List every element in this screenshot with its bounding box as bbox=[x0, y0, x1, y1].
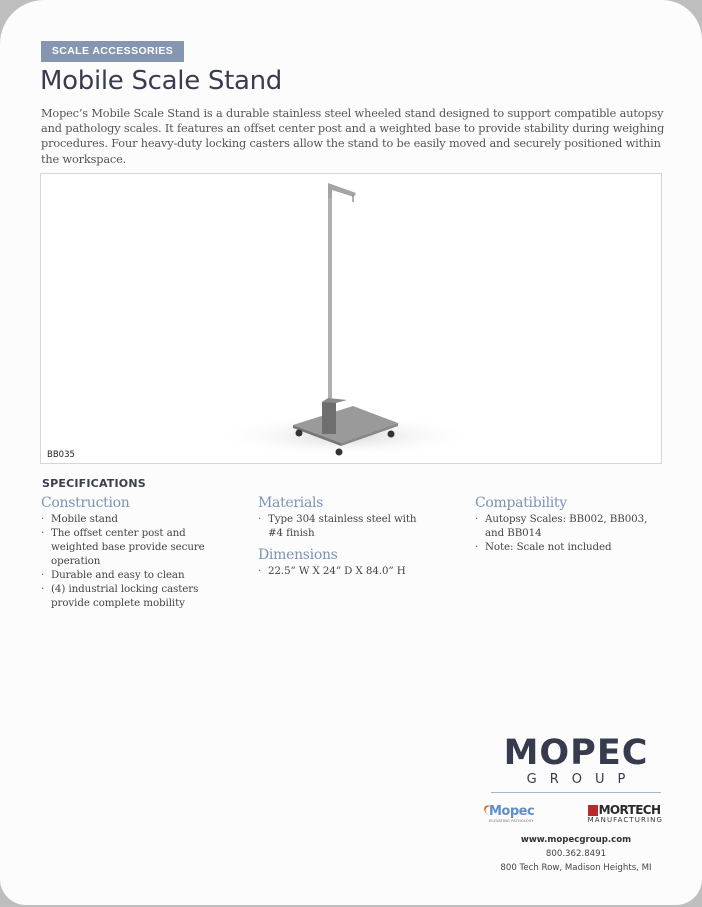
materials-list bbox=[258, 512, 433, 540]
specifications-heading: SPECIFICATIONS bbox=[42, 477, 146, 490]
list-item: · The offset center post and weighted base provide secure operation bbox=[41, 526, 221, 568]
construction-title: Construction bbox=[41, 495, 130, 511]
list-item: · (4) industrial locking casters provide complete mobility bbox=[41, 582, 221, 610]
product-sku: BB035 bbox=[47, 450, 75, 460]
sub-brand-logos bbox=[487, 801, 665, 827]
footer-branding bbox=[487, 734, 665, 875]
product-image bbox=[40, 173, 662, 464]
logo-group-text: GROUP bbox=[526, 772, 639, 787]
list-item: · Autopsy Scales: BB002, BB003, and BB014 bbox=[475, 512, 650, 540]
materials-section bbox=[258, 494, 433, 584]
mortech-logo: MORTECH MANUFACTURING bbox=[587, 803, 663, 824]
construction-section bbox=[41, 494, 221, 616]
compatibility-section bbox=[475, 494, 650, 560]
website-link[interactable]: www.mopecgroup.com bbox=[520, 835, 632, 845]
list-item: · 22.5” W X 24” D X 84.0” H bbox=[258, 564, 433, 578]
list-item: · Note: Scale not included bbox=[475, 540, 650, 554]
red-square-icon bbox=[588, 805, 598, 816]
mopec-group-logo: MOPEC bbox=[503, 733, 649, 773]
divider bbox=[491, 792, 661, 793]
construction-list bbox=[41, 512, 221, 610]
contact-info bbox=[487, 833, 665, 875]
dimensions-title: Dimensions bbox=[258, 547, 338, 563]
phone-number: 800.362.8491 bbox=[545, 849, 607, 859]
mopec-logo: Mopec ELEVATING PATHOLOGY bbox=[489, 805, 534, 823]
scale-stand-illustration bbox=[41, 174, 661, 463]
product-description: Mopec’s Mobile Scale Stand is a durable stainless steel wheeled stand designed to support compatible autopsy and pathology scales. It features an offset center post and a weighted base to provide stability during weighing procedures. Four heavy-duty locking casters allow the stand to be easily moved and securely positioned within the workspace. bbox=[41, 107, 665, 166]
list-item: · Mobile stand bbox=[41, 512, 221, 526]
dimensions-list bbox=[258, 564, 433, 578]
compatibility-title: Compatibility bbox=[475, 495, 567, 511]
address: 800 Tech Row, Madison Heights, MI bbox=[500, 863, 652, 873]
category-badge: SCALE ACCESSORIES bbox=[41, 41, 184, 62]
list-item: · Type 304 stainless steel with #4 finish bbox=[258, 512, 433, 540]
compatibility-list bbox=[475, 512, 650, 554]
materials-title: Materials bbox=[258, 495, 324, 511]
list-item: · Durable and easy to clean bbox=[41, 568, 221, 582]
page-title: Mobile Scale Stand bbox=[40, 66, 282, 96]
